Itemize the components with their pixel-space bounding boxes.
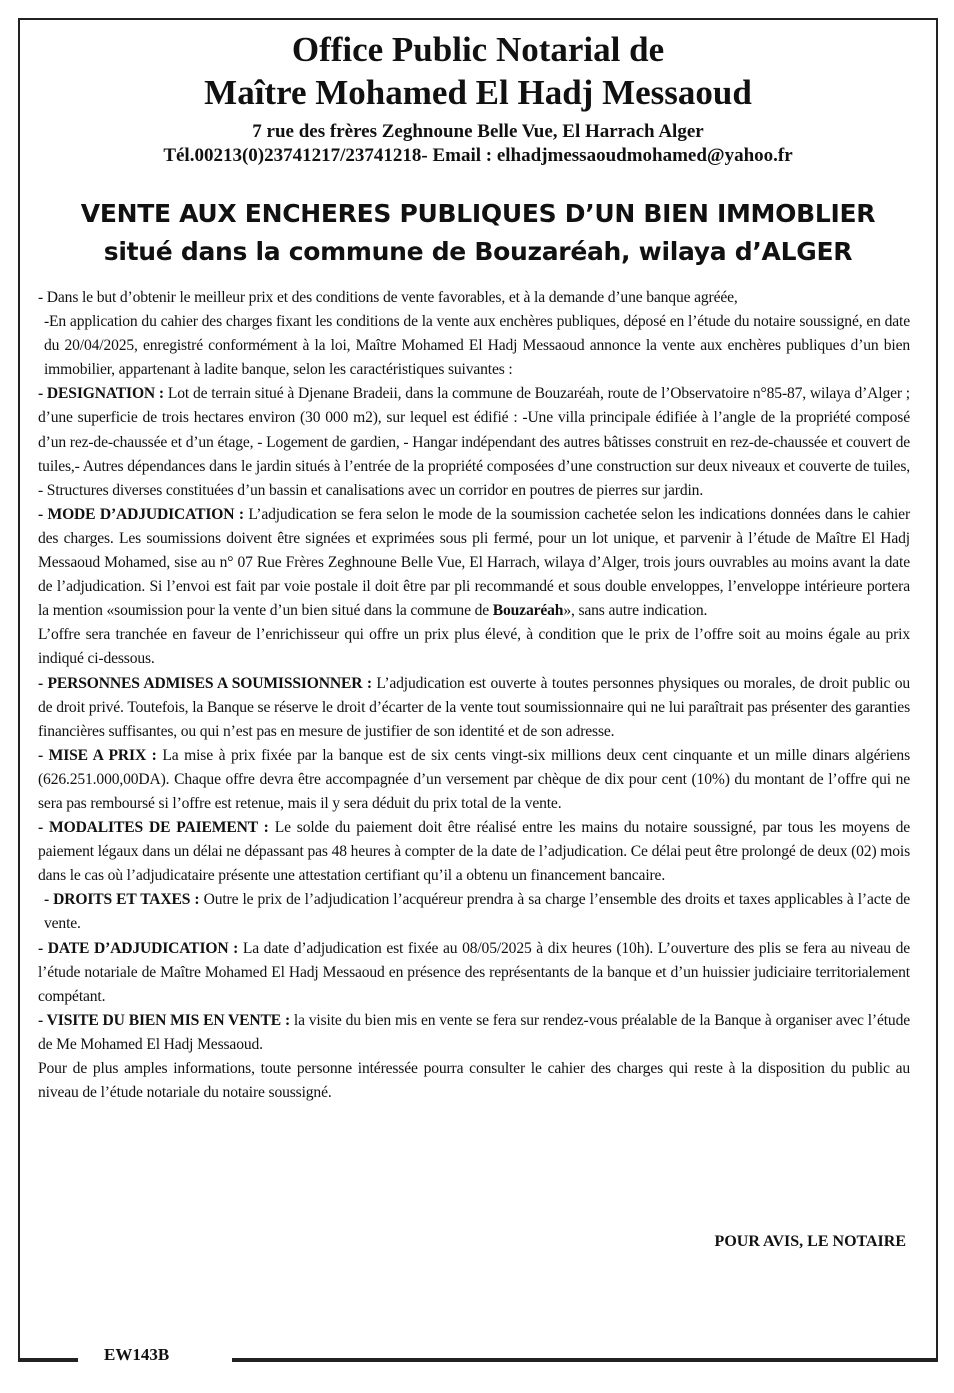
- mode-section: [38, 503, 910, 623]
- mode-label: - MODE D’ADJUDICATION :: [38, 505, 244, 523]
- date-text: La date d’adjudication est fixée au 08/05/2025 à dix heures (10h). L’ouverture des plis se fera au niveau de l’étude notariale de Maître Mohamed El Hadj Messaoud en présence des représentants de la banque et d’un huissier judiciaire territorialement compétant.: [38, 939, 910, 1005]
- payment-section: [38, 816, 910, 888]
- office-header: [20, 30, 936, 168]
- frame-right-border: [936, 18, 938, 1360]
- office-contact: Tél.00213(0)23741217/23741218- Email : elhadjmessaoudmohamed@yahoo.fr: [163, 145, 793, 166]
- intro-paragraph-2: -En application du cahier des charges fixant les conditions de la vente aux enchères publiques, déposé en l’étude du notaire soussigné, en date du 20/04/2025, enregistré conformément à la loi, Maître Mohamed El Hadj Messaoud annonce la vente aux enchères publiques d’un bien immobilier, appartenant à ladite banque, selon les caractéristiques suivantes :: [44, 313, 910, 379]
- visit-label: - VISITE DU BIEN MIS EN VENTE :: [38, 1011, 290, 1029]
- notice-body: [38, 286, 910, 1105]
- designation-text: Lot de terrain situé à Djenane Bradeii, dans la commune de Bouzaréah, route de l’Observatoire n°85-87, wilaya d’Alger ; d’une superficie de trois hectares environ (30 000 m2), sur lequel est édifié : -Une villa principale édifiée à l’angle de la propriété composé d’un rez-de-chaussée et d’un étage, - Logement de gardien, - Hangar indépendant des autres bâtisses construit en rez-de-chaussée et couvert de tuiles,- Autres dépendances dans le jardin situés à l’entrée de la propriété composées d’une construction sur deux niveaux et couverte de tuiles, - Structures diverses constituées d’un bassin et canalisations avec un corridor en poutres de pierres sur jardin.: [38, 385, 910, 499]
- mode-text: L’adjudication se fera selon le mode de la soumission cachetée selon les indications données dans le cahier des charges. Les soumissions doivent être signées et exprimées sous pli fermé, pour un lot unique, et parvenir à l’étude de Maître El Hadj Messaoud Mohamed, sise au n° 07 Rue Frères Zeghnoune Belle Vue, El Harrach, wilaya d’Alger, trois jours ouvrables au moins avant la date de l’adjudication. Si l’envoi est fait par voie postale il doit être par pli recommandé et sous double enveloppes, l’enveloppe intérieure portera la mention «soumission pour la vente d’un bien situé dans la commune de: [38, 505, 910, 620]
- date-section: [38, 937, 910, 1009]
- office-name: Office Public Notarial de: [291, 30, 665, 69]
- payment-label: - MODALITES DE PAIEMENT :: [38, 819, 269, 837]
- closing-signature: POUR AVIS, LE NOTAIRE: [714, 1233, 906, 1250]
- intro-paragraph-1: - Dans le but d’obtenir le meilleur prix et des conditions de vente favorables, et à la demande d’une banque agréée,: [38, 289, 738, 306]
- taxes-section: [38, 888, 910, 936]
- office-address: 7 rue des frères Zeghnoune Belle Vue, El Harrach Alger: [252, 121, 704, 142]
- designation-label: - DESIGNATION :: [38, 385, 164, 403]
- price-text: La mise à prix fixée par la banque est de six cents vingt-six millions deux cent cinquante et un mille dinars algériens (626.251.000,00DA). Chaque offre devra être accompagnée d’un versement par chèque de dix pour cent (10%) du montant de l’offre qui ne sera pas remboursé si l’offre est retenue, mais il y sera déduit du prix total de la vente.: [38, 746, 910, 812]
- taxes-label: - DROITS ET TAXES :: [44, 891, 200, 909]
- taxes-text: Outre le prix de l’adjudication l’acquéreur prendra à sa charge l’ensemble des droits et taxes applicables à l’acte de vente.: [44, 891, 910, 933]
- offer-paragraph: L’offre sera tranchée en faveur de l’enrichisseur qui offre un prix plus élevé, à condition que le prix de l’offre soit au moins égale au prix indiqué ci-dessous.: [38, 626, 910, 668]
- price-section: [38, 744, 910, 816]
- mode-text-end: », sans autre indication.: [563, 602, 708, 620]
- reference-code: EW143B: [104, 1345, 170, 1364]
- visit-text: la visite du bien mis en vente se fera sur rendez-vous préalable de la Banque à organiser avec l’étude de Me Mohamed El Hadj Messaoud.: [38, 1011, 910, 1053]
- price-label: - MISE A PRIX :: [38, 746, 157, 764]
- notary-name: Maître Mohamed El Hadj Messaoud: [204, 73, 752, 112]
- persons-text: L’adjudication est ouverte à toutes personnes physiques ou morales, de droit public ou de droit privé. Toutefois, la Banque se réserve le droit d’écarter de la vente tout soumissionnaire qui ne lui paraîtrait pas présenter des garanties financières suffisantes, ou qui n’est pas en mesure de justifier de son identité et de son adresse.: [38, 674, 910, 740]
- mode-commune: Bouzaréah: [492, 602, 564, 620]
- sale-title-line1: VENTE AUX ENCHERES PUBLIQUES D’UN BIEN IMMOBLIER: [80, 199, 876, 228]
- persons-section: [38, 672, 910, 744]
- sale-title-line2: situé dans la commune de Bouzaréah, wilaya d’ALGER: [103, 237, 853, 266]
- designation-section: [38, 382, 910, 502]
- visit-section: [38, 1009, 910, 1057]
- info-paragraph: Pour de plus amples informations, toute personne intéressée pourra consulter le cahier des charges qui reste à la disposition du public au niveau de l’étude notariale du notaire soussigné.: [38, 1060, 910, 1102]
- frame-bottom-border-left: [18, 1358, 78, 1362]
- frame-top-border: [18, 18, 938, 20]
- frame-bottom-border-right: [232, 1358, 938, 1362]
- sale-title: [20, 195, 936, 271]
- payment-text: Le solde du paiement doit être réalisé entre les mains du notaire soussigné, par tous les moyens de paiement légaux dans un délai ne dépassant pas 48 heures à compter de la date de l’adjudication. Ce délai peut être prolongé de deux (02) mois dans le cas où l’adjudicataire présente une attestation certifiant qu’il a obtenu un financement bancaire.: [38, 819, 910, 885]
- date-label: - DATE D’ADJUDICATION :: [38, 939, 239, 957]
- persons-label: - PERSONNES ADMISES A SOUMISSIONNER :: [38, 674, 372, 692]
